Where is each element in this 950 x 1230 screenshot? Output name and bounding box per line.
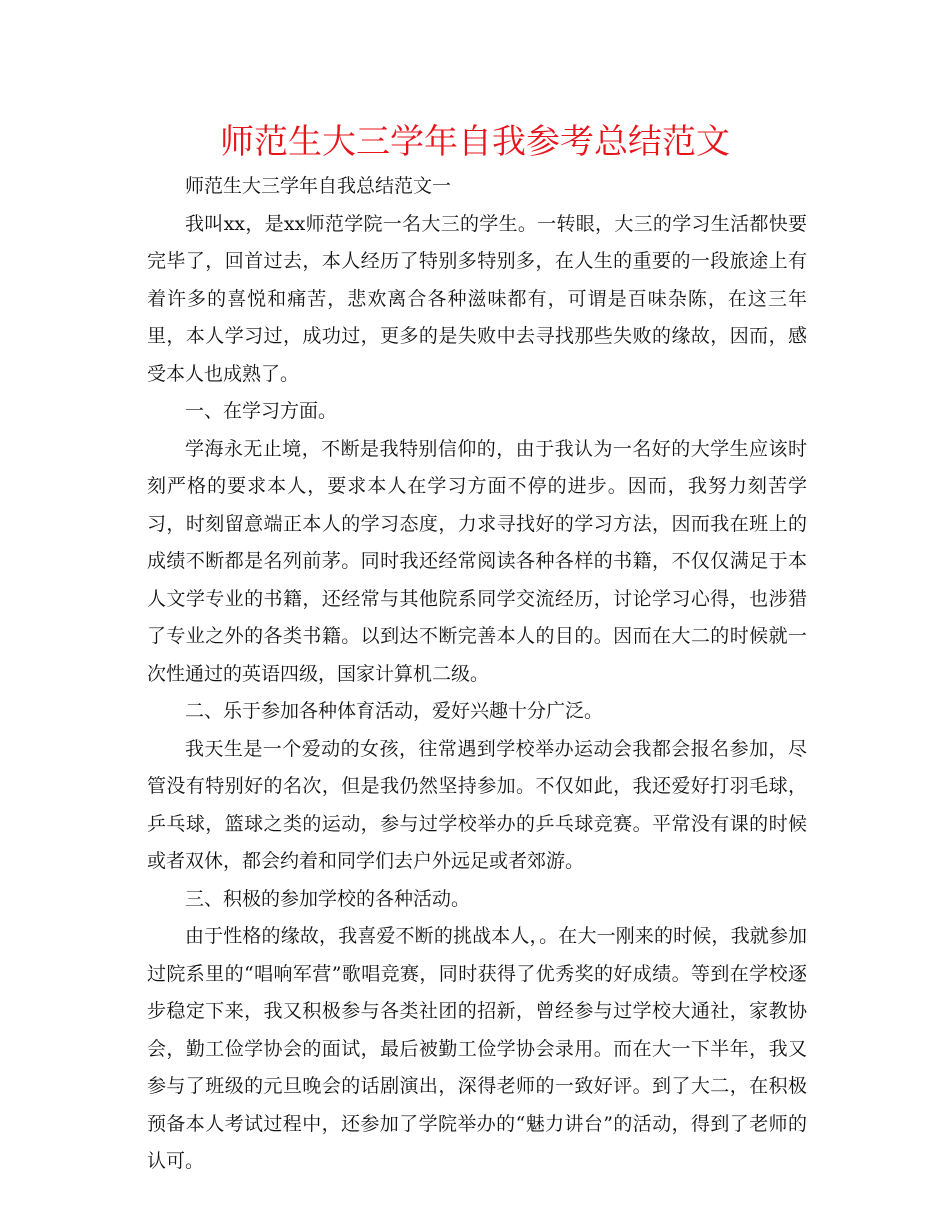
section-heading-study: 一、在学习方面。 — [185, 400, 338, 422]
sports-paragraph: 我天生是一个爱动的女孩，往常遇到学校举办运动会我都会报名参加，尽管没有特别好的名次，但是我仍然坚持参加。不仅如此，我还爱好打羽毛球，乒乓球，篮球之类的运动，参与过学校举办的乒乓球竞赛。平常没有课的时候或者双休，都会约着和同学们去户外远足或者郊游。 — [147, 737, 807, 872]
intro-paragraph: 我叫xx，是xx师范学院一名大三的学生。一转眼，大三的学习生活都快要完毕了，回首过去，本人经历了特别多特别多，在人生的重要的一段旅途上有着许多的喜悦和痛苦，悲欢离合各种滋味都有，可谓是百味杂陈，在这三年里，本人学习过，成功过，更多的是失败中去寻找那些失败的缘故，因而，感受本人也成熟了。 — [147, 212, 807, 385]
subtitle-paragraph: 师范生大三学年自我总结范文一 — [185, 175, 452, 197]
document-body — [147, 168, 807, 1181]
section-heading-activities: 三、积极的参加学校的各种活动。 — [185, 887, 471, 910]
section-heading-sports: 二、乐于参加各种体育活动，爱好兴趣十分广泛。 — [185, 700, 604, 722]
document-title: 师范生大三学年自我参考总结范文 — [220, 122, 730, 162]
study-paragraph: 学海永无止境，不断是我特别信仰的，由于我认为一名好的大学生应该时刻严格的要求本人，要求本人在学习方面不停的进步。因而，我努力刻苦学习，时刻留意端正本人的学习态度，力求寻找好的学习方法，因而我在班上的成绩不断都是名列前茅。同时我还经常阅读各种各样的书籍，不仅仅满足于本人文学专业的书籍，还经常与其他院系同学交流经历，讨论学习心得，也涉猎了专业之外的各类书籍。以到达不断完善本人的目的。因而在大二的时候就一次性通过的英语四级，国家计算机二级。 — [147, 437, 807, 685]
activities-paragraph: 由于性格的缘故，我喜爱不断的挑战本人，。在大一刚来的时候，我就参加过院系里的“唱响军营”歌唱竞赛，同时获得了优秀奖的好成绩。等到在学校逐步稳定下来，我又积极参与各类社团的招新，曾经参与过学校大通社，家教协会，勤工俭学协会的面试，最后被勤工俭学协会录用。而在大一下半年，我又参与了班级的元旦晚会的话剧演出，深得老师的一致好评。到了大二，在积极预备本人考试过程中，还参加了学院举办的“魅力讲台”的活动，得到了老师的认可。 — [147, 925, 807, 1172]
